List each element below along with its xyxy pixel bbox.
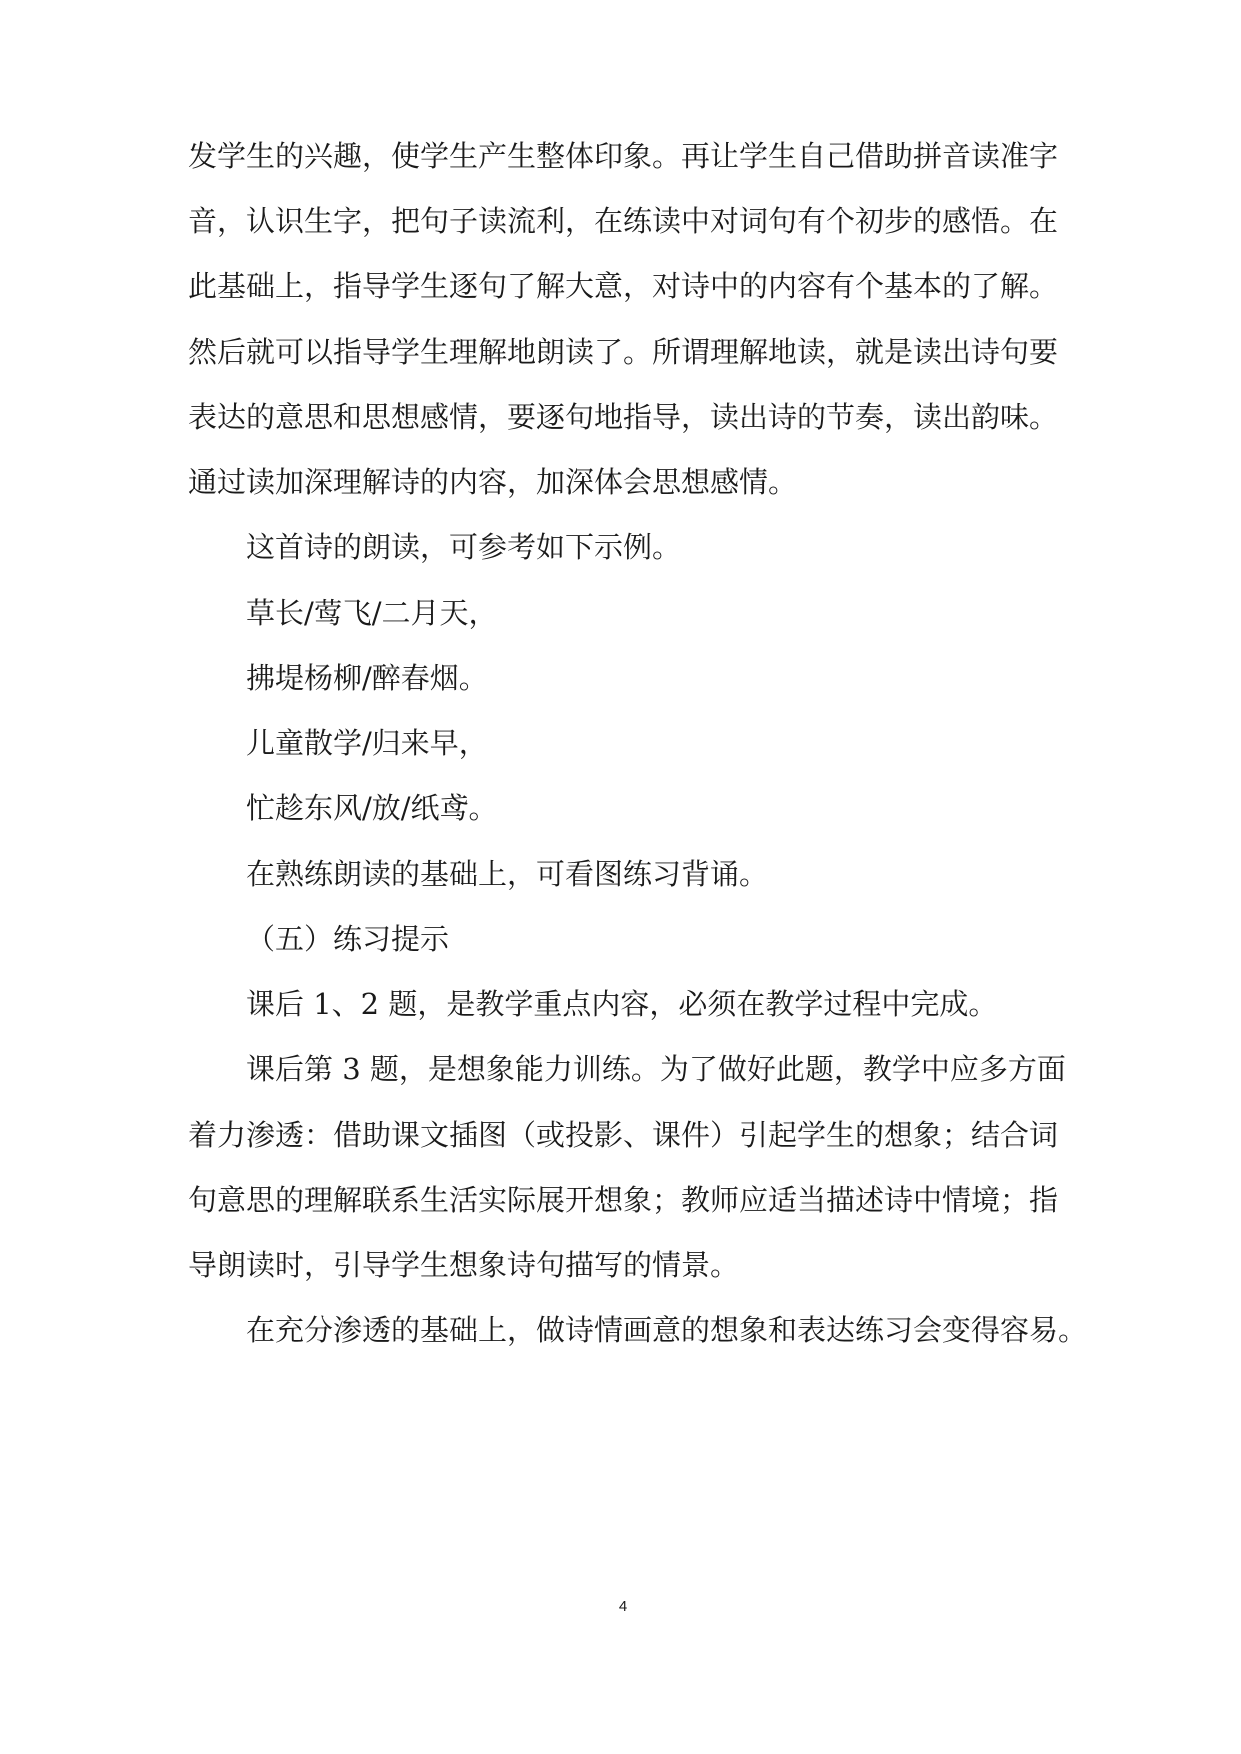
body-text-line: 然后就可以指导学生理解地朗读了。所谓理解地读，就是读出诗句要 bbox=[188, 335, 1059, 369]
section-heading: （五）练习提示 bbox=[246, 922, 450, 956]
body-text-line: 着力渗透：借助课文插图（或投影、课件）引起学生的想象；结合词 bbox=[188, 1118, 1059, 1152]
body-text-line: 导朗读时，引导学生想象诗句描写的情景。 bbox=[188, 1248, 740, 1282]
poem-line: 草长/莺飞/二月天， bbox=[246, 596, 498, 630]
body-text-line: 发学生的兴趣，使学生产生整体印象。再让学生自己借助拼音读准字 bbox=[188, 139, 1059, 173]
document-page bbox=[188, 0, 1088, 1754]
body-text-line: 音，认识生字，把句子读流利，在练读中对词句有个初步的感悟。在 bbox=[188, 204, 1059, 238]
paragraph-line: 在熟练朗读的基础上，可看图练习背诵。 bbox=[246, 857, 769, 891]
body-text-line: 通过读加深理解诗的内容，加深体会思想感情。 bbox=[188, 465, 798, 499]
paragraph-line: 在充分渗透的基础上，做诗情画意的想象和表达练习会变得容易。 bbox=[246, 1313, 1088, 1347]
page-number: 4 bbox=[618, 1598, 628, 1615]
paragraph-line: 这首诗的朗读，可参考如下示例。 bbox=[246, 530, 682, 564]
body-text-line: 句意思的理解联系生活实际展开想象；教师应适当描述诗中情境；指 bbox=[188, 1183, 1059, 1217]
paragraph-line: 课后第 3 题，是想象能力训练。为了做好此题，教学中应多方面 bbox=[246, 1052, 1066, 1086]
body-text-line: 表达的意思和思想感情，要逐句地指导，读出诗的节奏，读出韵味。 bbox=[188, 400, 1059, 434]
poem-line: 儿童散学/归来早， bbox=[246, 726, 488, 760]
poem-line: 拂堤杨柳/醉春烟。 bbox=[246, 661, 488, 695]
paragraph-line: 课后 1、2 题，是教学重点内容，必须在教学过程中完成。 bbox=[246, 987, 998, 1021]
poem-line: 忙趁东风/放/纸鸢。 bbox=[246, 791, 498, 825]
body-text-line: 此基础上，指导学生逐句了解大意，对诗中的内容有个基本的了解。 bbox=[188, 269, 1059, 303]
